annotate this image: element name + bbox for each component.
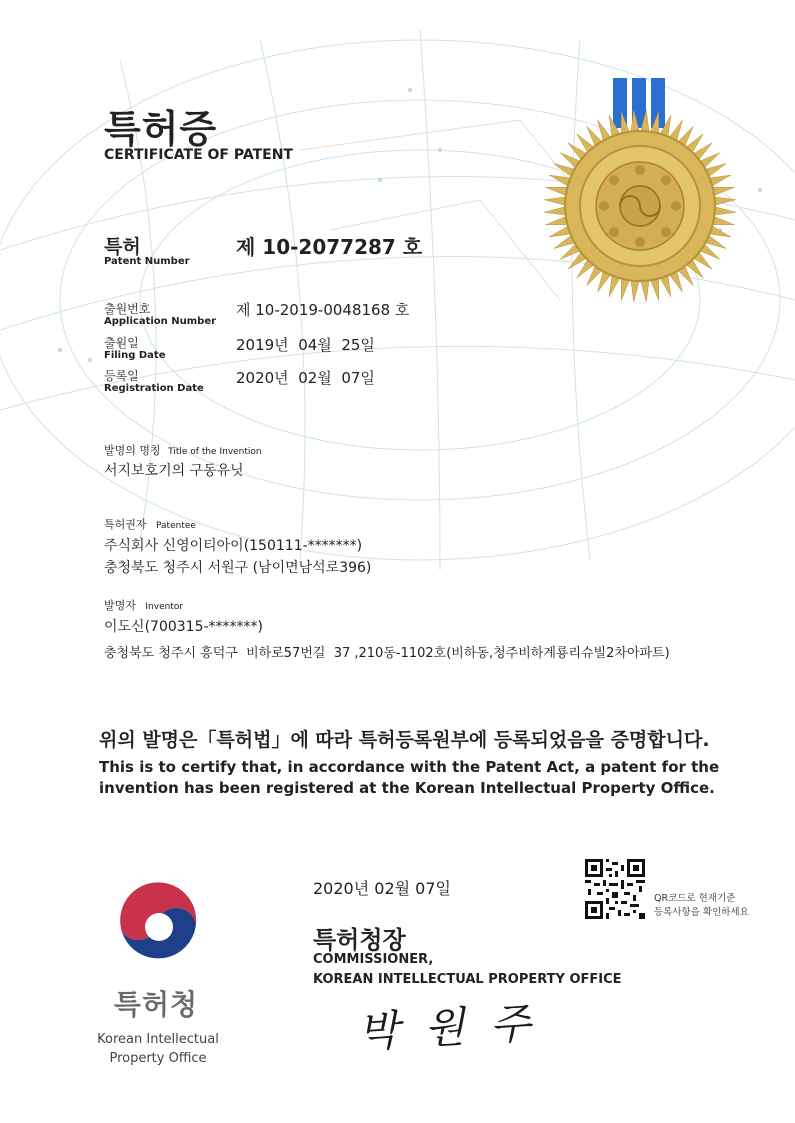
commissioner-signature: 박 원 주 bbox=[356, 998, 538, 1057]
invention-label-ko: 발명의 명칭 bbox=[104, 444, 161, 457]
patentee-label-ko: 특허권자 bbox=[104, 518, 147, 531]
patentee-label bbox=[104, 516, 196, 532]
application-number: 제 10-2019-0048168 호 bbox=[236, 301, 410, 319]
qr-note bbox=[654, 892, 749, 920]
filing-label: 출원일 bbox=[104, 336, 139, 350]
commissioner-line1: COMMISSIONER, bbox=[313, 952, 434, 967]
invention-label-en: Title of the Invention bbox=[168, 447, 262, 457]
issue-date: 2020년 02월 07일 bbox=[313, 879, 451, 898]
invention-label bbox=[104, 442, 262, 458]
qr-code-icon[interactable] bbox=[585, 859, 645, 919]
inventor-name: 이도신(700315-*******) bbox=[104, 619, 263, 635]
inventor-label-ko: 발명자 bbox=[104, 599, 136, 612]
invention-title: 서지보호기의 구동유닛 bbox=[104, 463, 244, 479]
patent-label: 특허 bbox=[104, 236, 141, 258]
patent-label-en: Patent Number bbox=[104, 256, 190, 267]
office-name-korean: 특허청 bbox=[113, 988, 199, 1021]
patentee-address: 충청북도 청주시 서원구 (남이면남석로396) bbox=[104, 560, 372, 576]
patentee-name: 주식회사 신영이티아이(150111-*******) bbox=[104, 538, 363, 554]
inventor-address: 충청북도 청주시 흥덕구 비하로57번길 37 ,210동-1102호(비하동,청주비하계룡리슈빌2차아파트) bbox=[104, 646, 670, 661]
certificate-title: 특허증 bbox=[104, 107, 218, 151]
application-label: 출원번호 bbox=[104, 302, 151, 316]
kipo-logo-icon bbox=[112, 880, 206, 974]
registration-date: 2020년 02월 07일 bbox=[236, 369, 375, 387]
filing-date: 2019년 04월 25일 bbox=[236, 336, 375, 354]
inventor-label bbox=[104, 597, 183, 613]
commissioner-line2: KOREAN INTELLECTUAL PROPERTY OFFICE bbox=[313, 972, 622, 987]
statement-korean: 위의 발명은「특허법」에 따라 특허등록원부에 등록되었음을 증명합니다. bbox=[99, 729, 710, 751]
commissioner-title: 특허청장 bbox=[313, 926, 406, 954]
gold-seal-icon bbox=[540, 78, 740, 308]
patentee-label-en: Patentee bbox=[156, 521, 196, 531]
application-label-en: Application Number bbox=[104, 316, 217, 327]
statement-english: This is to certify that, in accordance with the Patent Act, a patent for the invention has been registered at the Korean Intellectual Property Office. bbox=[99, 758, 720, 797]
patent-number: 제 10-2077287 호 bbox=[236, 235, 423, 259]
inventor-label-en: Inventor bbox=[145, 602, 184, 612]
qr-note-line2: 등록사항을 확인하세요 bbox=[654, 907, 749, 918]
commissioner-title-en bbox=[313, 950, 622, 990]
certificate-subtitle: CERTIFICATE OF PATENT bbox=[104, 147, 293, 163]
registration-label: 등록일 bbox=[104, 369, 139, 383]
registration-label-en: Registration Date bbox=[104, 383, 204, 394]
qr-note-line1: QR코드로 현재기준 bbox=[654, 893, 736, 904]
filing-label-en: Filing Date bbox=[104, 350, 166, 361]
office-name-english: Korean Intellectual Property Office bbox=[97, 1032, 219, 1066]
